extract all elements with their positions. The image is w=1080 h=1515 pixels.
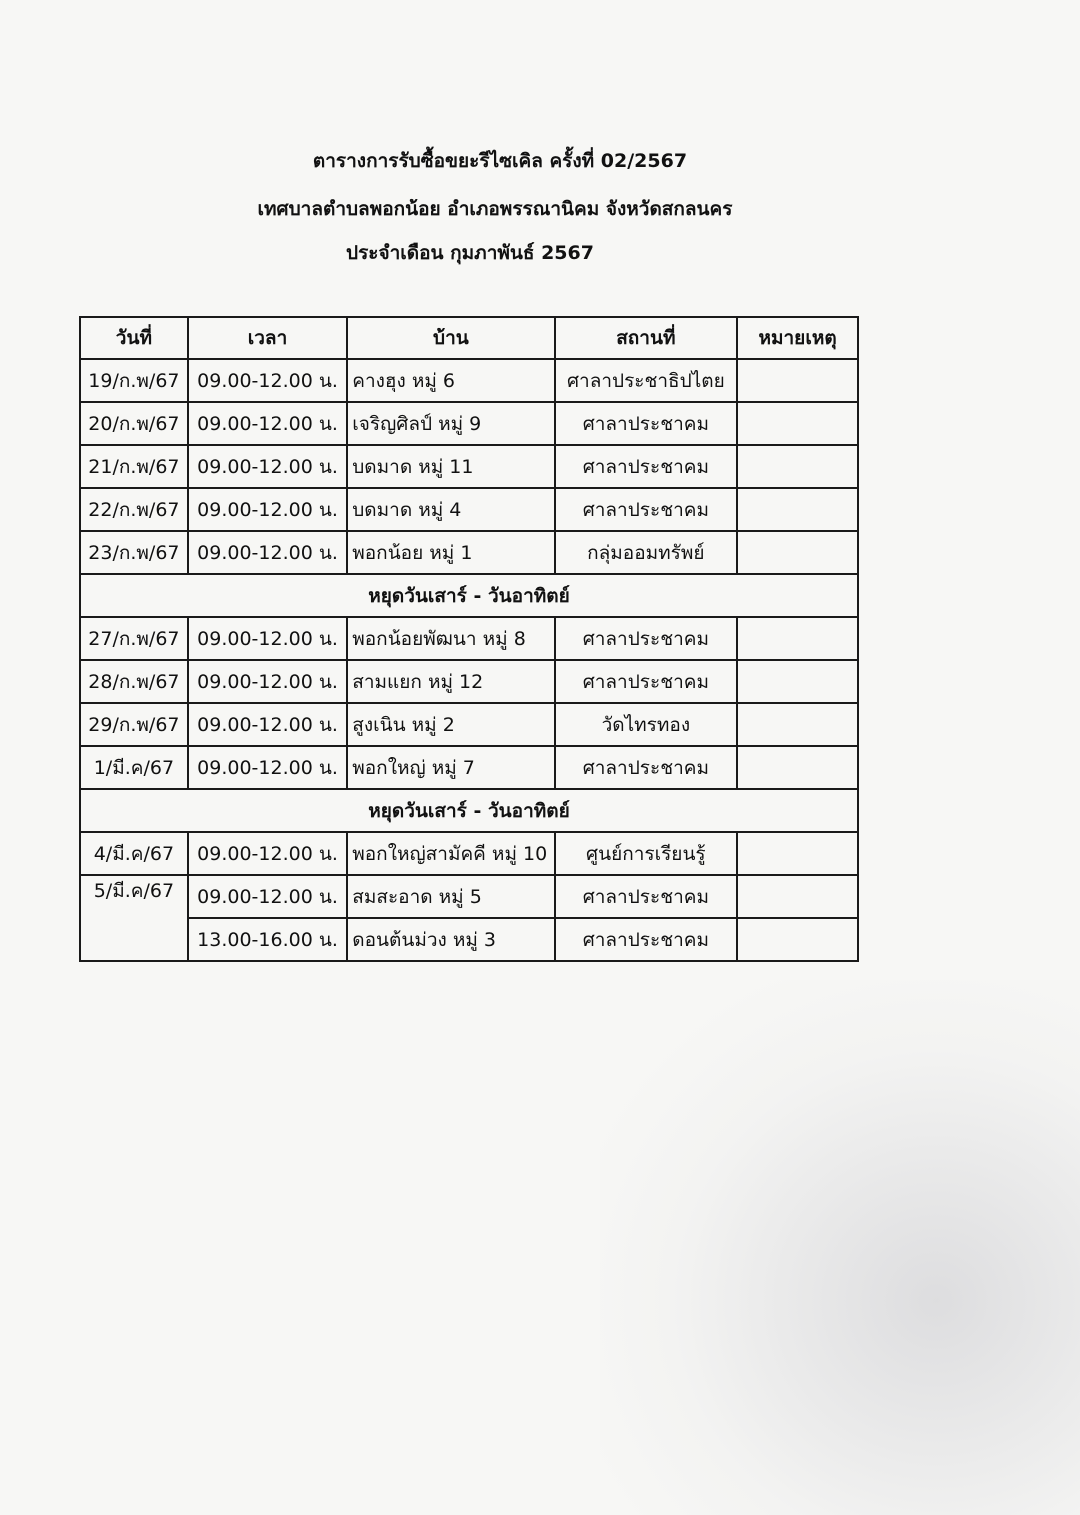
document-subtitle: เทศบาลตำบลพอกน้อย อำเภอพรรณานิคม จังหวัดสกลนคร bbox=[257, 198, 733, 220]
table-row bbox=[80, 746, 858, 789]
table-row bbox=[80, 359, 858, 402]
cell-village: สามแยก หมู่ 12 bbox=[347, 660, 554, 703]
table-row bbox=[80, 402, 858, 445]
column-header-note: หมายเหตุ bbox=[737, 317, 858, 359]
cell-date: 23/ก.พ/67 bbox=[80, 531, 188, 574]
table-row bbox=[80, 660, 858, 703]
cell-date: 21/ก.พ/67 bbox=[80, 445, 188, 488]
holiday-label: หยุดวันเสาร์ - วันอาทิตย์ bbox=[80, 574, 858, 617]
holiday-label: หยุดวันเสาร์ - วันอาทิตย์ bbox=[80, 789, 858, 832]
cell-date: 29/ก.พ/67 bbox=[80, 703, 188, 746]
cell-note bbox=[737, 832, 858, 875]
schedule-table bbox=[79, 316, 859, 962]
cell-place: ศาลาประชาคม bbox=[555, 402, 738, 445]
cell-note bbox=[737, 445, 858, 488]
column-header-village: บ้าน bbox=[347, 317, 554, 359]
cell-note bbox=[737, 359, 858, 402]
cell-place: ศาลาประชาธิปไตย bbox=[555, 359, 738, 402]
cell-time: 09.00-12.00 น. bbox=[188, 746, 347, 789]
cell-time: 09.00-12.00 น. bbox=[188, 832, 347, 875]
cell-time: 09.00-12.00 น. bbox=[188, 875, 347, 918]
holiday-row bbox=[80, 574, 858, 617]
cell-date: 1/มี.ค/67 bbox=[80, 746, 188, 789]
column-header-time: เวลา bbox=[188, 317, 347, 359]
cell-time: 09.00-12.00 น. bbox=[188, 402, 347, 445]
cell-note bbox=[737, 402, 858, 445]
cell-time: 09.00-12.00 น. bbox=[188, 703, 347, 746]
cell-date: 19/ก.พ/67 bbox=[80, 359, 188, 402]
cell-note bbox=[737, 703, 858, 746]
cell-note bbox=[737, 531, 858, 574]
cell-place: วัดไทรทอง bbox=[555, 703, 738, 746]
schedule-body bbox=[80, 359, 858, 961]
cell-time: 09.00-12.00 น. bbox=[188, 617, 347, 660]
cell-place: กลุ่มออมทรัพย์ bbox=[555, 531, 738, 574]
cell-date: 28/ก.พ/67 bbox=[80, 660, 188, 703]
cell-note bbox=[737, 660, 858, 703]
table-row bbox=[80, 832, 858, 875]
cell-village: พอกใหญ่ หมู่ 7 bbox=[347, 746, 554, 789]
column-header-place: สถานที่ bbox=[555, 317, 738, 359]
cell-date: 5/มี.ค/67 bbox=[80, 875, 188, 961]
cell-village: ดอนต้นม่วง หมู่ 3 bbox=[347, 918, 554, 961]
cell-time: 09.00-12.00 น. bbox=[188, 445, 347, 488]
table-row bbox=[80, 703, 858, 746]
cell-place: ศาลาประชาคม bbox=[555, 875, 738, 918]
cell-note bbox=[737, 488, 858, 531]
cell-village: พอกน้อย หมู่ 1 bbox=[347, 531, 554, 574]
cell-time: 09.00-12.00 น. bbox=[188, 488, 347, 531]
cell-village: สูงเนิน หมู่ 2 bbox=[347, 703, 554, 746]
cell-place: ศาลาประชาคม bbox=[555, 488, 738, 531]
cell-village: เจริญศิลป์ หมู่ 9 bbox=[347, 402, 554, 445]
table-header-row bbox=[80, 317, 858, 359]
table-row bbox=[80, 488, 858, 531]
cell-place: ศาลาประชาคม bbox=[555, 445, 738, 488]
cell-note bbox=[737, 746, 858, 789]
cell-time: 09.00-12.00 น. bbox=[188, 660, 347, 703]
cell-place: ศาลาประชาคม bbox=[555, 660, 738, 703]
table-row bbox=[80, 531, 858, 574]
cell-place: ศาลาประชาคม bbox=[555, 918, 738, 961]
cell-place: ศาลาประชาคม bbox=[555, 617, 738, 660]
cell-note bbox=[737, 918, 858, 961]
cell-place: ศาลาประชาคม bbox=[555, 746, 738, 789]
table-row bbox=[80, 918, 858, 961]
cell-village: บดมาด หมู่ 11 bbox=[347, 445, 554, 488]
cell-time: 09.00-12.00 น. bbox=[188, 359, 347, 402]
cell-village: พอกใหญ่สามัคคี หมู่ 10 bbox=[347, 832, 554, 875]
document-period: ประจำเดือน กุมภาพันธ์ 2567 bbox=[346, 242, 594, 264]
cell-note bbox=[737, 875, 858, 918]
document-title: ตารางการรับซื้อขยะรีไซเคิล ครั้งที่ 02/2567 bbox=[312, 150, 688, 172]
holiday-row bbox=[80, 789, 858, 832]
cell-date: 22/ก.พ/67 bbox=[80, 488, 188, 531]
cell-place: ศูนย์การเรียนรู้ bbox=[555, 832, 738, 875]
cell-time: 13.00-16.00 น. bbox=[188, 918, 347, 961]
column-header-date: วันที่ bbox=[80, 317, 188, 359]
cell-village: คางฮุง หมู่ 6 bbox=[347, 359, 554, 402]
table-row bbox=[80, 875, 858, 918]
cell-date: 4/มี.ค/67 bbox=[80, 832, 188, 875]
scan-shadow bbox=[600, 980, 1080, 1515]
table-row bbox=[80, 617, 858, 660]
table-row bbox=[80, 445, 858, 488]
cell-time: 09.00-12.00 น. bbox=[188, 531, 347, 574]
cell-date: 20/ก.พ/67 bbox=[80, 402, 188, 445]
cell-village: บดมาด หมู่ 4 bbox=[347, 488, 554, 531]
cell-village: พอกน้อยพัฒนา หมู่ 8 bbox=[347, 617, 554, 660]
cell-note bbox=[737, 617, 858, 660]
cell-date: 27/ก.พ/67 bbox=[80, 617, 188, 660]
cell-village: สมสะอาด หมู่ 5 bbox=[347, 875, 554, 918]
